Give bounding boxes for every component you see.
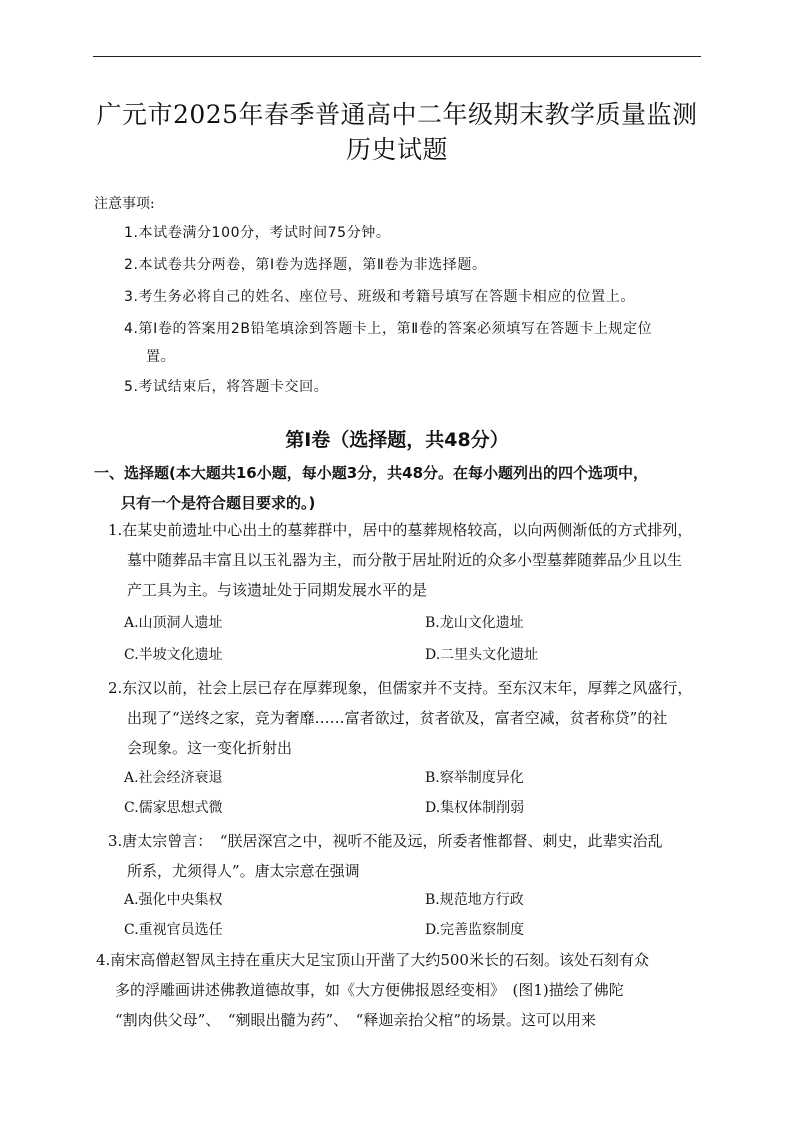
exam-subject: 历史试题 [345, 135, 448, 164]
option-c: C.重视官员选任 [124, 922, 223, 938]
question-stem: 3.唐太宗曾言： “朕居深宫之中，视听不能及远，所委者惟都督、刺史，此辈实治乱 [108, 832, 663, 850]
option-c: C.儒家思想式微 [124, 800, 223, 816]
part-heading-line1: 一、选择题(本大题共16小题，每小题3分，共48分。在每小题列出的四个选项中， [94, 464, 649, 482]
note-item: 2.本试卷共分两卷，第Ⅰ卷为选择题，第Ⅱ卷为非选择题。 [124, 257, 487, 273]
note-item-continued: 置。 [146, 349, 176, 365]
question-4 [96, 945, 716, 1035]
part-heading [94, 458, 714, 518]
question-stem: “割肉供父母”、 “剜眼出髓为药”、 “释迦亲抬父棺”的场景。这可以用来 [115, 1011, 597, 1029]
part-heading-line2: 只有一个是符合题目要求的。) [121, 494, 316, 512]
question-3 [108, 826, 712, 886]
section-title: 第Ⅰ卷（选择题，共48分） [285, 429, 509, 451]
question-stem: 所系，尤须得人”。唐太宗意在强调 [127, 862, 360, 880]
question-stem: 多的浮雕画讲述佛教道德故事，如《大方便佛报恩经变相》 (图1)描绘了佛陀 [115, 981, 624, 999]
option-b: B.龙山文化遗址 [425, 615, 524, 631]
option-b: B.察举制度异化 [425, 770, 524, 786]
question-stem: 会现象。这一变化折射出 [127, 739, 293, 757]
option-b: B.规范地方行政 [425, 892, 524, 908]
header-rule [93, 56, 701, 57]
note-item: 5.考试结束后，将答题卡交回。 [124, 379, 329, 395]
note-item: 1.本试卷满分100分，考试时间75分钟。 [124, 225, 391, 241]
question-stem: 产工具为主。与该遗址处于同期发展水平的是 [127, 581, 428, 599]
option-d: D.集权体制削弱 [425, 800, 525, 816]
exam-title: 广元市2025年春季普通高中二年级期末教学质量监测 [96, 100, 698, 129]
question-stem: 4.南宋高僧赵智凤主持在重庆大足宝顶山开凿了大约500米长的石刻。该处石刻有众 [96, 951, 649, 969]
option-a: A.强化中央集权 [124, 892, 223, 908]
question-stem: 出现了“送终之家，竞为奢靡……富者欲过，贫者欲及，富者空减，贫者称贷”的社 [127, 709, 668, 727]
question-stem: 1.在某史前遗址中心出土的墓葬群中，居中的墓葬规格较高，以向两侧渐低的方式排列， [108, 521, 693, 539]
question-2 [108, 673, 712, 763]
option-a: A.山顶洞人遗址 [124, 615, 223, 631]
question-stem: 2.东汉以前，社会上层已存在厚葬现象，但儒家并不支持。至东汉末年，厚葬之风盛行， [108, 679, 693, 697]
notes-heading: 注意事项: [94, 196, 155, 212]
question-stem: 墓中随葬品丰富且以玉礼器为主，而分散于居址附近的众多小型墓葬随葬品少且以生 [127, 551, 683, 569]
option-d: D.完善监察制度 [425, 922, 525, 938]
option-d: D.二里头文化遗址 [425, 647, 539, 663]
option-a: A.社会经济衰退 [124, 770, 223, 786]
note-item: 3.考生务必将自己的姓名、座位号、班级和考籍号填写在答题卡相应的位置上。 [124, 289, 635, 305]
option-c: C.半坡文化遗址 [124, 647, 223, 663]
note-item: 4.第Ⅰ卷的答案用2B铅笔填涂到答题卡上，第Ⅱ卷的答案必须填写在答题卡上规定位 [124, 321, 653, 337]
question-1 [108, 515, 712, 605]
